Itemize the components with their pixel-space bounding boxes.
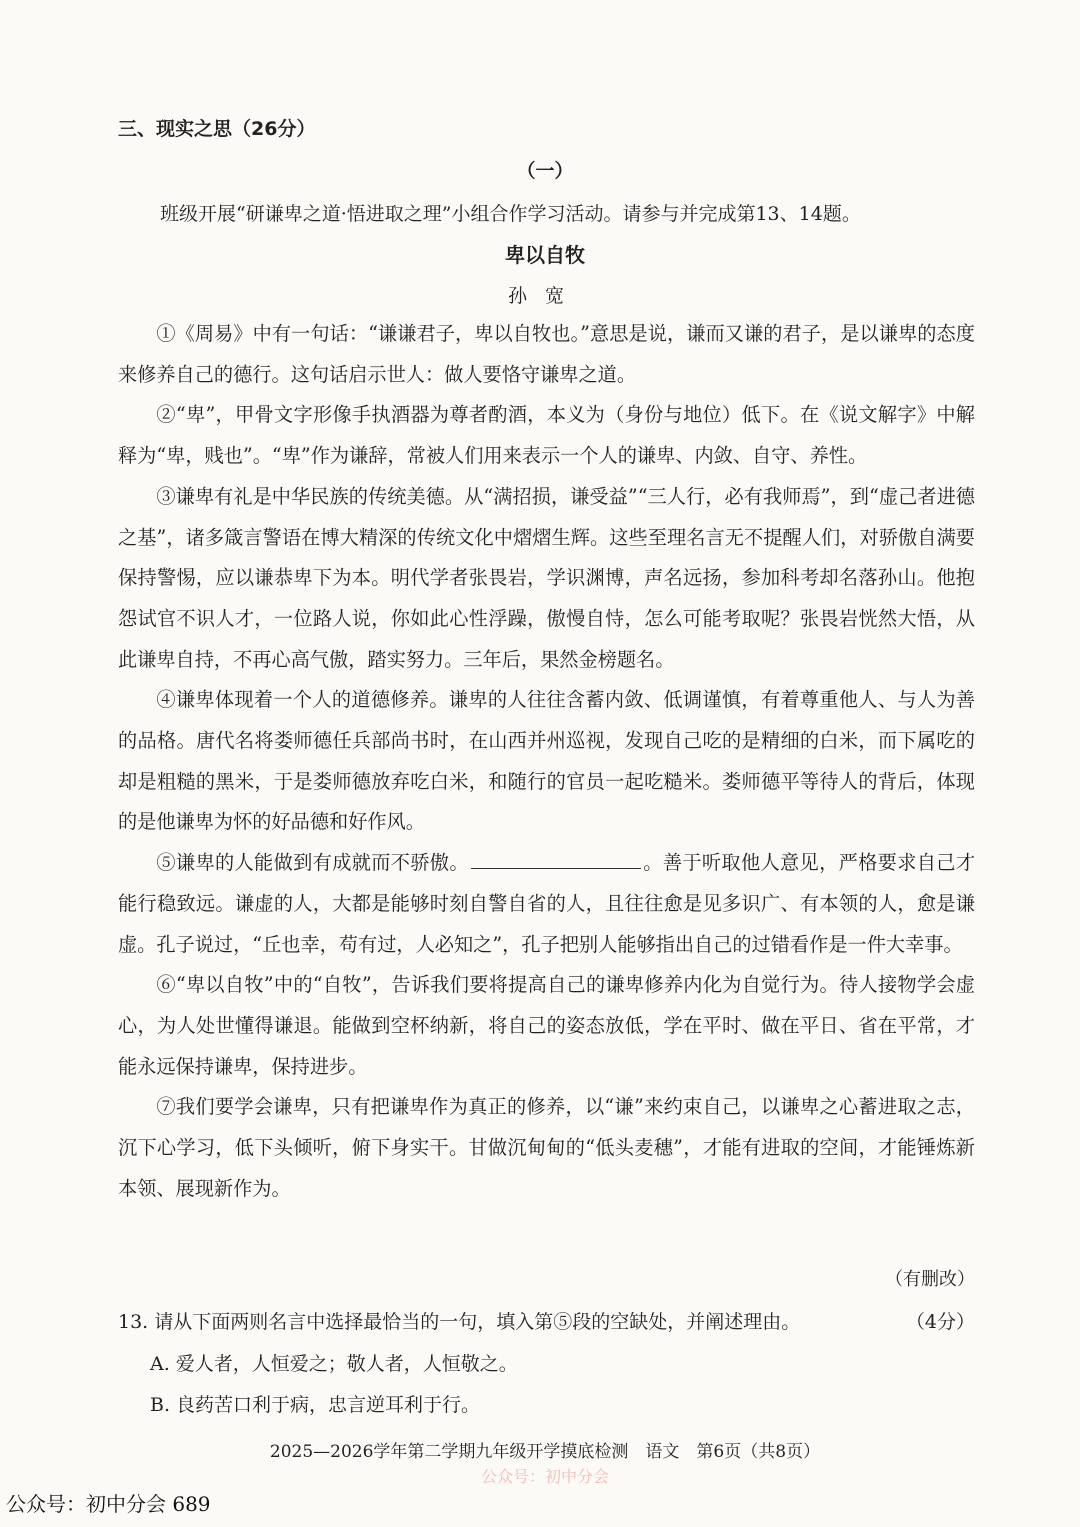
paragraph-1: ①《周易》中有一句话：“谦谦君子，卑以自牧也。”意思是说，谦而又谦的君子，是以谦卑的态度来修养自己的德行。这句话启示世人：做人要恪守谦卑之道。 — [118, 322, 975, 386]
paragraph-2: ②“卑”，甲骨文字形像手执酒器为尊者酌酒，本义为（身份与地位）低下。在《说文解字》中解释为“卑，贱也”。“卑”作为谦辞，常被人们用来表示一个人的谦卑、内敛、自守、养性。 — [118, 403, 975, 468]
page-footer: 2025—2026学年第二学期九年级开学摸底检测 语文 第6页（共8页） — [269, 1442, 821, 1462]
option-b: B. 良药苦口利于病，忠言逆耳利于行。 — [150, 1394, 481, 1416]
fill-in-blank[interactable] — [471, 850, 641, 869]
question-13 — [118, 1307, 975, 1334]
edit-note: （有删改） — [885, 1269, 975, 1290]
watermark: 公众号：初中分会 — [480, 1467, 609, 1486]
essay-title: 卑以自牧 — [505, 243, 585, 267]
activity-intro: 班级开展“研谦卑之道·悟进取之理”小组合作学习活动。请参与并完成第13、14题。 — [160, 203, 861, 225]
option-a: A. 爱人者，人恒爱之；敬人者，人恒敬之。 — [150, 1353, 518, 1375]
essay-author: 孙宽 — [507, 285, 582, 307]
paragraph-6: ⑥“卑以自牧”中的“自牧”，告诉我们要将提高自己的谦卑修养内化为自觉行为。待人接物学会虚心，为人处世懂得谦退。能做到空杯纳新，将自己的姿态放低，学在平时、做在平日、省在平常，才能永远保持谦卑，保持进步。 — [118, 973, 975, 1078]
paragraph-3: ③谦卑有礼是中华民族的传统美德。从“满招损，谦受益”“三人行，必有我师焉”，到“虚己者进德之基”，诸多箴言警语在博大精深的传统文化中熠熠生辉。这些至理名言无不提醒人们，对骄傲自满要保持警惕，应以谦恭卑下为本。明代学者张畏岩，学识渊博，声名远扬，参加科考却名落孙山。他抱怨试官不识人才，一位路人说，你如此心性浮躁，傲慢自恃，怎么可能考取呢？张畏岩恍然大悟，从此谦卑自持，不再心高气傲，踏实努力。三年后，果然金榜题名。 — [118, 484, 975, 671]
question-13-score: （4分） — [905, 1311, 975, 1333]
part-title: （一） — [516, 160, 574, 182]
paragraph-4: ④谦卑体现着一个人的道德修养。谦卑的人往往含蓄内敛、低调谨慎，有着尊重他人、与人为善的品格。唐代名将娄师德任兵部尚书时，在山西并州巡视，发现自己吃的是精细的白米，而下属吃的却是粗糙的黑米，于是娄师德放弃吃白米，和随行的官员一起吃糙米。娄师德平等待人的背后，体现的是他谦卑为怀的好品德和好作风。 — [118, 688, 975, 834]
corner-mark: 公众号：初中分会 689 — [6, 1492, 211, 1516]
paragraph-7: ⑦我们要学会谦卑，只有把谦卑作为真正的修养，以“谦”来约束自己，以谦卑之心蓄进取之志，沉下心学习，低下头倾听，俯下身实干。甘做沉甸甸的“低头麦穗”，才能有进取的空间，才能锤炼新本领、展现新作为。 — [118, 1095, 975, 1200]
section-title: 三、现实之思（26分） — [118, 118, 316, 140]
paragraph-5-lead: ⑤谦卑的人能做到有成就而不骄傲。 — [156, 851, 469, 875]
essay-body — [118, 314, 975, 1209]
paragraph-5 — [118, 843, 975, 965]
question-13-text: 13. 请从下面两则名言中选择最恰当的一句，填入第⑤段的空缺处，并阐述理由。 — [118, 1311, 801, 1333]
paragraph-5-rest: 。善于听取他人意见，严格要求自己才能行稳致远。谦虚的人，大都是能够时刻自警自省的人，且往往愈是见多识广、有本领的人，愈是谦虚。孔子说过，“丘也幸，苟有过，人必知之”，孔子把别人能够指出自己的过错看作是一件大幸事。 — [118, 851, 976, 956]
